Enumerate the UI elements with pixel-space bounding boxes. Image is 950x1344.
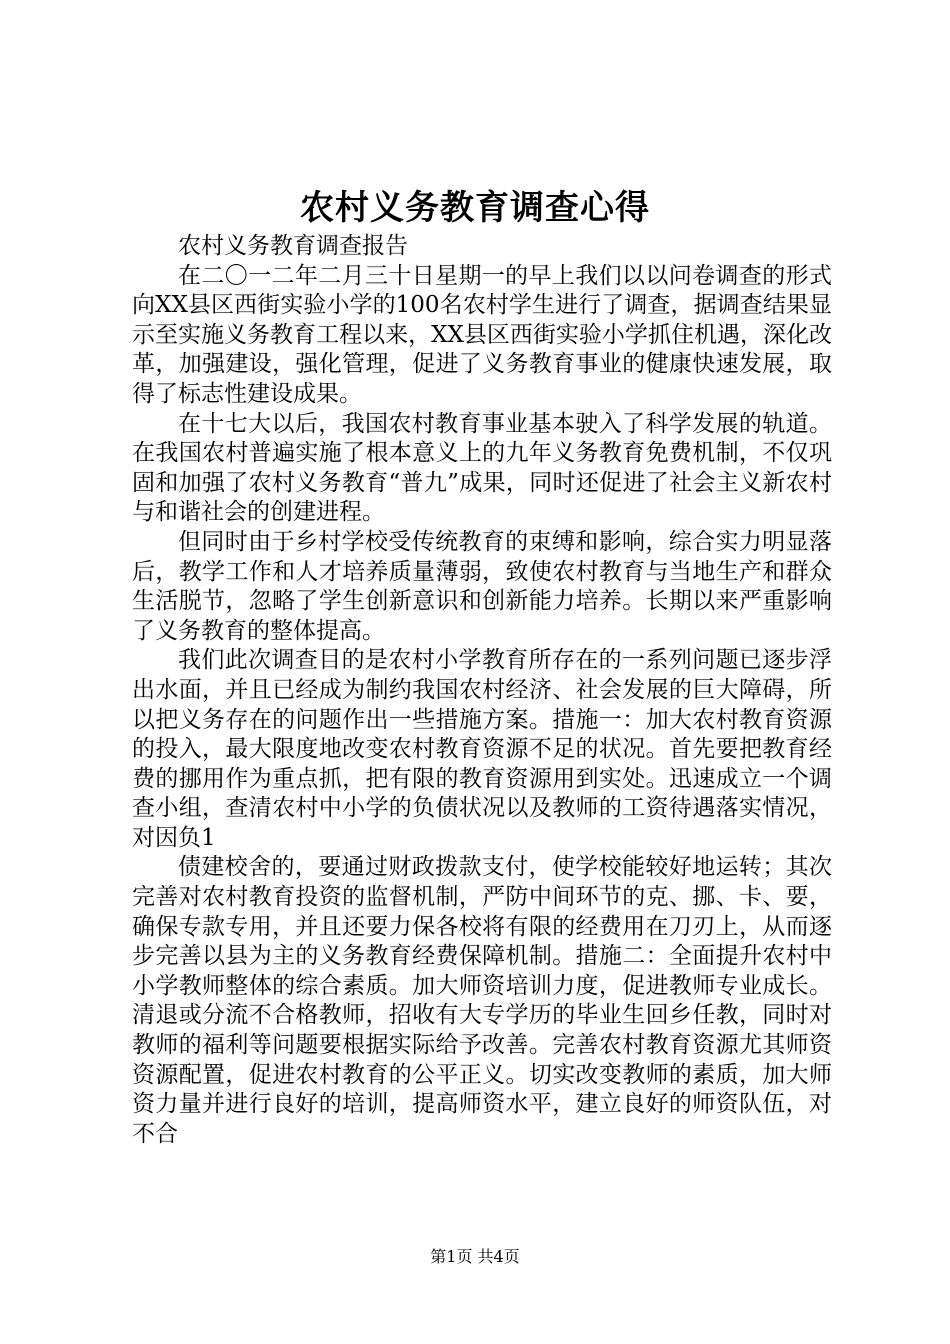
page-footer: 第1页 共4页 xyxy=(430,1247,520,1266)
paragraph-development: 在十七大以后，我国农村教育事业基本驶入了科学发展的轨道。在我国农村普遍实施了根本意义上的九年义务教育免费机制，不仅巩固和加强了农村义务教育“普九”成果，同时还促进了社会主义新农村与和谐社会的创建进程。 xyxy=(132,410,832,526)
paragraph-report-heading: 农村义务教育调查报告 xyxy=(178,233,408,259)
paragraph-problems: 但同时由于乡村学校受传统教育的束缚和影响，综合实力明显落后，教学工作和人才培养质量薄弱，致使农村教育与当地生产和群众生活脱节，忽略了学生创新意识和创新能力培养。长期以来严重影响了义务教育的整体提高。 xyxy=(132,528,832,644)
document-title: 农村义务教育调查心得 xyxy=(300,188,650,228)
paragraph-measures: 债建校舍的，要通过财政拨款支付，使学校能较好地运转；其次完善对农村教育投资的监督机制，严防中间环节的克、挪、卡、要，确保专款专用，并且还要力保各校将有限的经费用在刀刃上，从而逐步完善以县为主的义务教育经费保障机制。措施二：全面提升农村中小学教师整体的综合素质。加大师资培训力度，促进教师专业成长。清退或分流不合格教师，招收有大专学历的毕业生回乡任教，同时对教师的福利等问题要根据实际给予改善。完善农村教育资源尤其师资资源配置，促进农村教育的公平正义。切实改变教师的素质，加大师资力量并进行良好的培训，提高师资水平，建立良好的师资队伍，对不合 xyxy=(132,854,832,1147)
document-body xyxy=(132,232,832,1149)
paragraph-survey-purpose: 我们此次调查目的是农村小学教育所存在的一系列问题已逐步浮出水面，并且已经成为制约我国农村经济、社会发展的巨大障碍，所以把义务存在的问题作出一些措施方案。措施一：加大农村教育资源的投入，最大限度地改变农村教育资源不足的状况。首先要把教育经费的挪用作为重点抓，把有限的教育资源用到实处。迅速成立一个调查小组，查清农村中小学的负债状况以及教师的工资待遇落实情况，对因负1 xyxy=(132,647,832,851)
paragraph-survey-intro: 在二〇一二年二月三十日星期一的早上我们以以问卷调查的形式向XX县区西街实验小学的100名农村学生进行了调查，据调查结果显示至实施义务教育工程以来，XX县区西街实验小学抓住机遇，深化改革，加强建设，强化管理，促进了义务教育事业的健康快速发展，取得了标志性建设成果。 xyxy=(132,262,832,407)
